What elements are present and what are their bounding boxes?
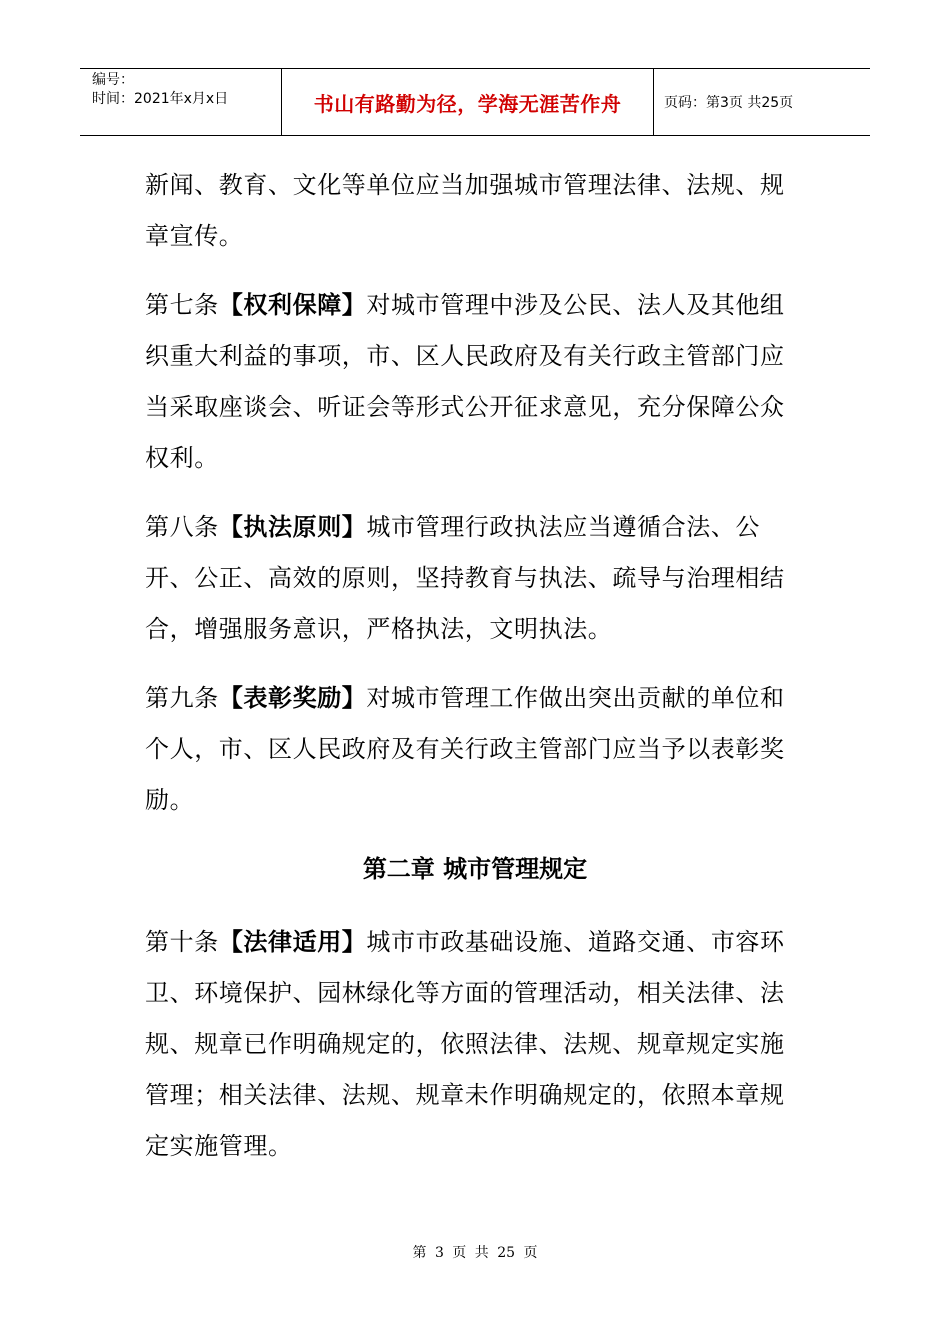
- document-body: [145, 160, 795, 1190]
- article-text: 城市管理行政执法应当遵循合法、公开、公正、高效的原则，坚持教育与执法、疏导与治理相结合，增强服务意识，严格执法，文明执法。: [145, 513, 785, 643]
- header-motto-cell: [282, 69, 654, 135]
- page-header: [80, 68, 870, 136]
- article-heading: 【权利保障】: [218, 291, 367, 319]
- article-text: 城市市政基础设施、道路交通、市容环卫、环境保护、园林绿化等方面的管理活动，相关法律、法规、规章已作明确规定的，依照法律、法规、规章规定实施管理；相关法律、法规、规章未作明确规定的，依照本章规定实施管理。: [145, 928, 785, 1160]
- document-time-label: 时间：2021年x月x日: [92, 91, 229, 107]
- article-heading: 【法律适用】: [218, 928, 367, 956]
- article-number: 第七条: [145, 291, 219, 319]
- article-number: 第八条: [145, 513, 219, 541]
- article-text: 对城市管理中涉及公民、法人及其他组织重大利益的事项，市、区人民政府及有关行政主管部门应当采取座谈会、听证会等形式公开征求意见，充分保障公众权利。: [145, 291, 785, 472]
- article-paragraph: [145, 917, 795, 1172]
- chapter-title: 第二章 城市管理规定: [362, 855, 588, 883]
- article-number: 第十条: [145, 928, 219, 956]
- article-paragraph: [145, 280, 795, 484]
- header-motto: 书山有路勤为径，学海无涯苦作舟: [313, 91, 622, 116]
- header-page-cell: [654, 69, 870, 135]
- article-number: 第九条: [145, 684, 219, 712]
- article-heading: 【表彰奖励】: [218, 684, 367, 712]
- document-number-label: 编号：: [92, 72, 134, 88]
- article-paragraph: [145, 160, 795, 262]
- article-paragraph: [145, 673, 795, 826]
- header-page-label: 页码：第3页 共25页: [664, 95, 794, 111]
- article-paragraph: [145, 502, 795, 655]
- page-footer: 第 3 页 共 25 页: [412, 1245, 538, 1261]
- article-text: 新闻、教育、文化等单位应当加强城市管理法律、法规、规章宣传。: [145, 171, 785, 250]
- article-heading: 【执法原则】: [218, 513, 367, 541]
- header-meta: [80, 69, 282, 135]
- article-text: 对城市管理工作做出突出贡献的单位和个人，市、区人民政府及有关行政主管部门应当予以表彰奖励。: [145, 684, 785, 814]
